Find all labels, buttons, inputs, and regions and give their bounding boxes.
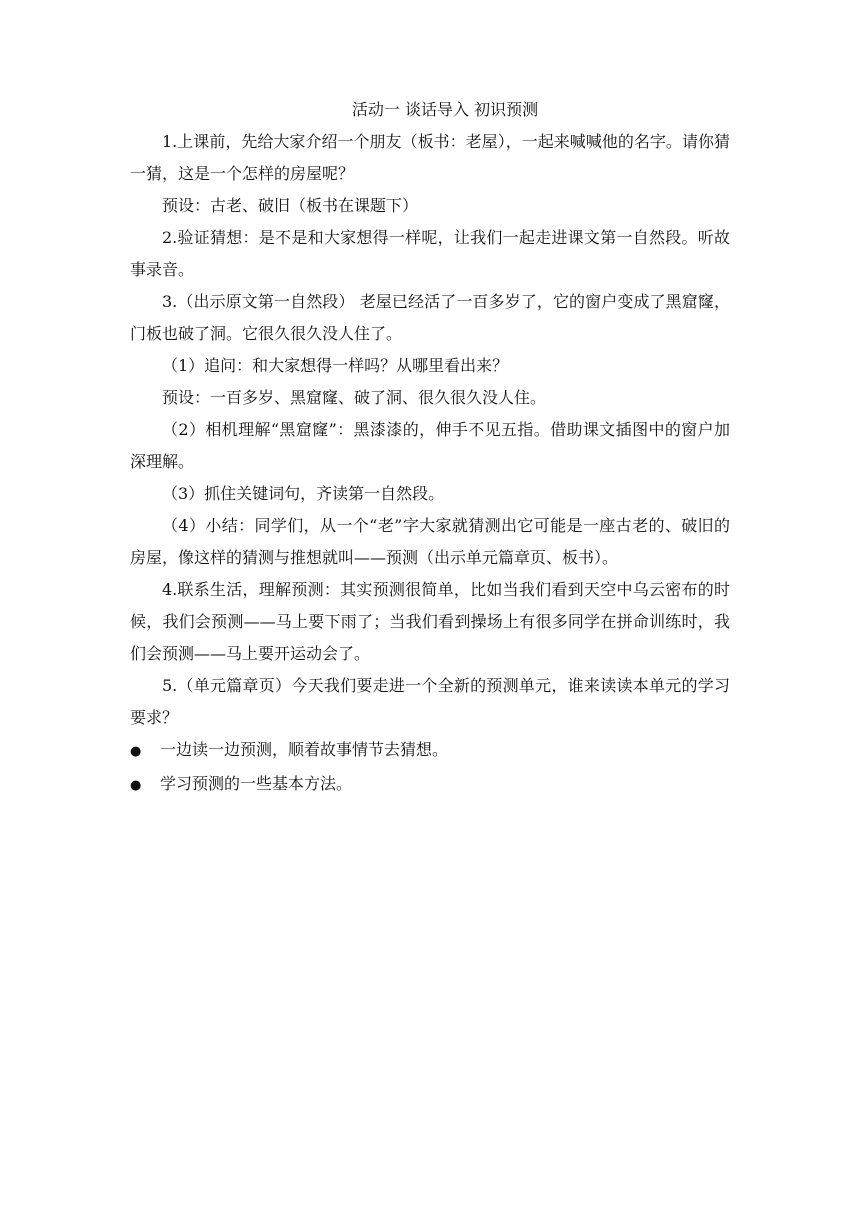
- bullet-item: [130, 768, 730, 802]
- paragraph-question-3: （3）抓住关键词句，齐读第一自然段。: [162, 484, 445, 503]
- bullet-text: 一边读一边预测，顺着故事情节去猜想。: [160, 740, 449, 759]
- paragraph-question-2: （2）相机理解“黑窟窿”：黑漆漆的，伸手不见五指。借助课文插图中的窗户加深理解。: [130, 420, 730, 471]
- paragraph-original-text: 3.（出示原文第一自然段） 老屋已经活了一百多岁了，它的窗户变成了黑窟窿，门板也破了洞。它很久很久没人住了。: [130, 292, 730, 343]
- paragraph-unit-page: 5.（单元篇章页）今天我们要走进一个全新的预测单元，谁来读读本单元的学习要求？: [130, 676, 730, 727]
- bullet-dot-icon: ●: [130, 744, 142, 759]
- bullet-dot-icon: ●: [130, 778, 142, 793]
- paragraph-intro: 1.上课前，先给大家介绍一个朋友（板书：老屋），一起来喊喊他的名字。请你猜一猜，这是一个怎样的房屋呢？: [130, 132, 730, 183]
- paragraph-question-1: （1）追问：和大家想得一样吗？从哪里看出来？: [162, 356, 509, 375]
- section-title: 活动一 谈话导入 初识预测: [351, 100, 539, 119]
- paragraph-preset-1: 预设：古老、破旧（板书在课题下）: [162, 196, 419, 215]
- paragraph-verify-guess: 2.验证猜想：是不是和大家想得一样呢，让我们一起走进课文第一自然段。听故事录音。: [130, 228, 730, 279]
- bullet-item: [130, 734, 730, 768]
- paragraph-preset-2: 预设：一百多岁、黑窟窿、破了洞、很久很久没人住。: [162, 388, 547, 407]
- paragraph-summary: （4）小结：同学们，从一个“老”字大家就猜测出它可能是一座古老的、破旧的房屋，像这样的猜测与推想就叫——预测（出示单元篇章页、板书）。: [130, 516, 730, 567]
- document-body: [130, 94, 730, 802]
- paragraph-life-connection: 4.联系生活，理解预测：其实预测很简单，比如当我们看到天空中乌云密布的时候，我们会预测——马上要下雨了；当我们看到操场上有很多同学在拼命训练时，我们会预测——马上要开运动会了。: [130, 580, 730, 663]
- bullet-text: 学习预测的一些基本方法。: [160, 774, 353, 793]
